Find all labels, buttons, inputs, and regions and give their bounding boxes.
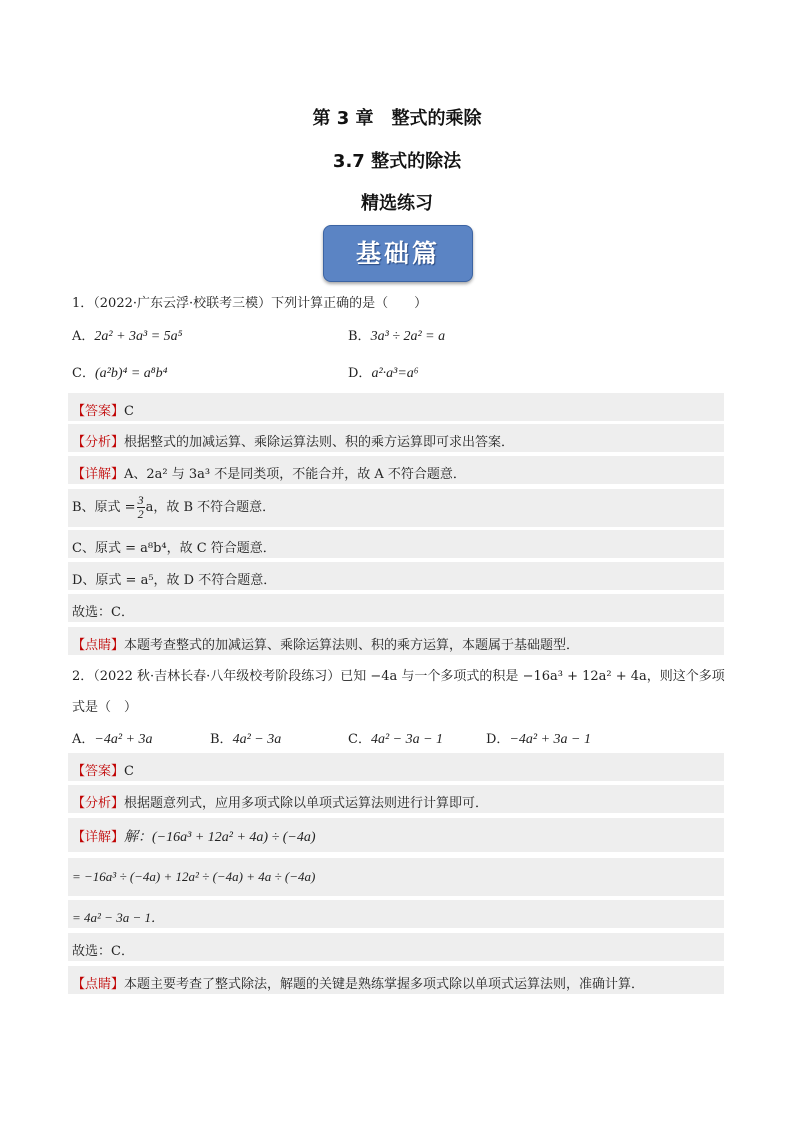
q2-option-c	[348, 728, 443, 748]
q1-shade-answer	[68, 393, 724, 421]
q2-step-1: = −16a³ ÷ (−4a) + 12a² ÷ (−4a) + 4a ÷ (−4a)	[72, 869, 316, 884]
q1-analysis	[72, 431, 514, 450]
comment-tag: 【点睛】	[72, 977, 125, 992]
option-label: D．	[486, 732, 510, 747]
subtitle: 精选练习	[361, 193, 433, 214]
analysis-tag: 【分析】	[72, 435, 125, 450]
answer-tag: 【答案】	[72, 764, 125, 779]
q2-analysis	[72, 792, 488, 811]
comment-text: 本题主要考查了整式除法，解题的关键是熟练掌握多项式除以单项式运算法则，准确计算．	[124, 977, 645, 992]
comment-tag: 【点睛】	[72, 638, 125, 653]
option-math: a²·a³=a⁶	[371, 366, 419, 381]
q1-choice: 故选：C．	[72, 605, 134, 620]
q2-step-2: = 4a² − 3a − 1．	[72, 910, 164, 925]
detail-text: A、2a² 与 3a³ 不是同类项，不能合并，故 A 不符合题意．	[124, 467, 466, 482]
option-math: 4a² − 3a	[232, 732, 282, 747]
q2-shade-choice	[68, 933, 724, 961]
detail-b-pre: B、原式 =	[72, 500, 136, 515]
q1-detail-a	[72, 463, 466, 482]
detail-tag: 【详解】	[72, 830, 125, 845]
question-2-stem-line-1: 2．（2022 秋·吉林长春·八年级校考阶段练习）已知 −4a 与一个多项式的积是 −16a³ + 12a² + 4a，则这个多项	[72, 669, 725, 684]
option-label: A．	[72, 329, 95, 344]
q2-option-a	[72, 728, 152, 748]
analysis-text: 根据整式的加减运算、乘除运算法则、积的乘方运算即可求出答案．	[124, 435, 515, 450]
option-label: D．	[348, 366, 372, 381]
detail-text: 解：(−16a³ + 12a² + 4a) ÷ (−4a)	[124, 830, 316, 845]
option-label: C．	[348, 732, 371, 747]
q1-comment	[72, 634, 579, 653]
q1-detail-b	[72, 494, 275, 521]
q1-option-c	[72, 362, 168, 382]
answer-text: C	[124, 764, 134, 779]
q2-comment	[72, 973, 644, 992]
option-label: A．	[72, 732, 95, 747]
q1-detail-c: C、原式 = a⁸b⁴，故 C 符合题意．	[72, 541, 276, 556]
detail-b-post: a，故 B 不符合题意．	[145, 500, 276, 515]
answer-tag: 【答案】	[72, 404, 125, 419]
analysis-tag: 【分析】	[72, 796, 125, 811]
q1-option-a	[72, 325, 183, 345]
q1-option-b	[348, 325, 445, 345]
q1-answer	[72, 400, 134, 419]
comment-text: 本题考查整式的加减运算、乘除运算法则、积的乘方运算，本题属于基础题型．	[124, 638, 580, 653]
option-math: −4a² + 3a − 1	[509, 732, 591, 747]
option-math: (a²b)⁴ = a⁸b⁴	[94, 366, 168, 381]
option-label: B．	[210, 732, 233, 747]
option-math: 2a² + 3a³ = 5a⁵	[94, 329, 183, 344]
level-banner: 基础篇	[323, 225, 473, 282]
answer-text: C	[124, 404, 134, 419]
section-title: 3.7 整式的除法	[332, 151, 462, 172]
q2-shade-answer	[68, 753, 724, 781]
option-math: 3a³ ÷ 2a² = a	[370, 329, 446, 344]
q2-detail	[72, 826, 316, 846]
option-label: C．	[72, 366, 95, 381]
detail-tag: 【详解】	[72, 467, 125, 482]
q2-shade-step-2	[68, 900, 724, 928]
q1-detail-d: D、原式 = a⁵，故 D 不符合题意．	[72, 573, 277, 588]
q2-option-d	[486, 728, 591, 748]
analysis-text: 根据题意列式，应用多项式除以单项式运算法则进行计算即可．	[124, 796, 489, 811]
question-2-stem-line-2: 式是（ ）	[72, 700, 138, 715]
fraction-denominator: 2	[137, 507, 144, 521]
option-math: 4a² − 3a − 1	[370, 732, 444, 747]
option-label: B．	[348, 329, 371, 344]
fraction-numerator: 3	[137, 493, 144, 507]
q2-option-b	[210, 728, 281, 748]
q2-choice: 故选：C．	[72, 944, 134, 959]
q2-answer	[72, 760, 134, 779]
option-math: −4a² + 3a	[94, 732, 153, 747]
q1-option-d	[348, 362, 419, 382]
fraction	[137, 494, 145, 521]
chapter-title: 第 3 章 整式的乘除	[312, 108, 482, 129]
question-1-stem: 1．（2022·广东云浮·校联考三模）下列计算正确的是（ ）	[72, 296, 428, 311]
q1-shade-choice	[68, 594, 724, 622]
